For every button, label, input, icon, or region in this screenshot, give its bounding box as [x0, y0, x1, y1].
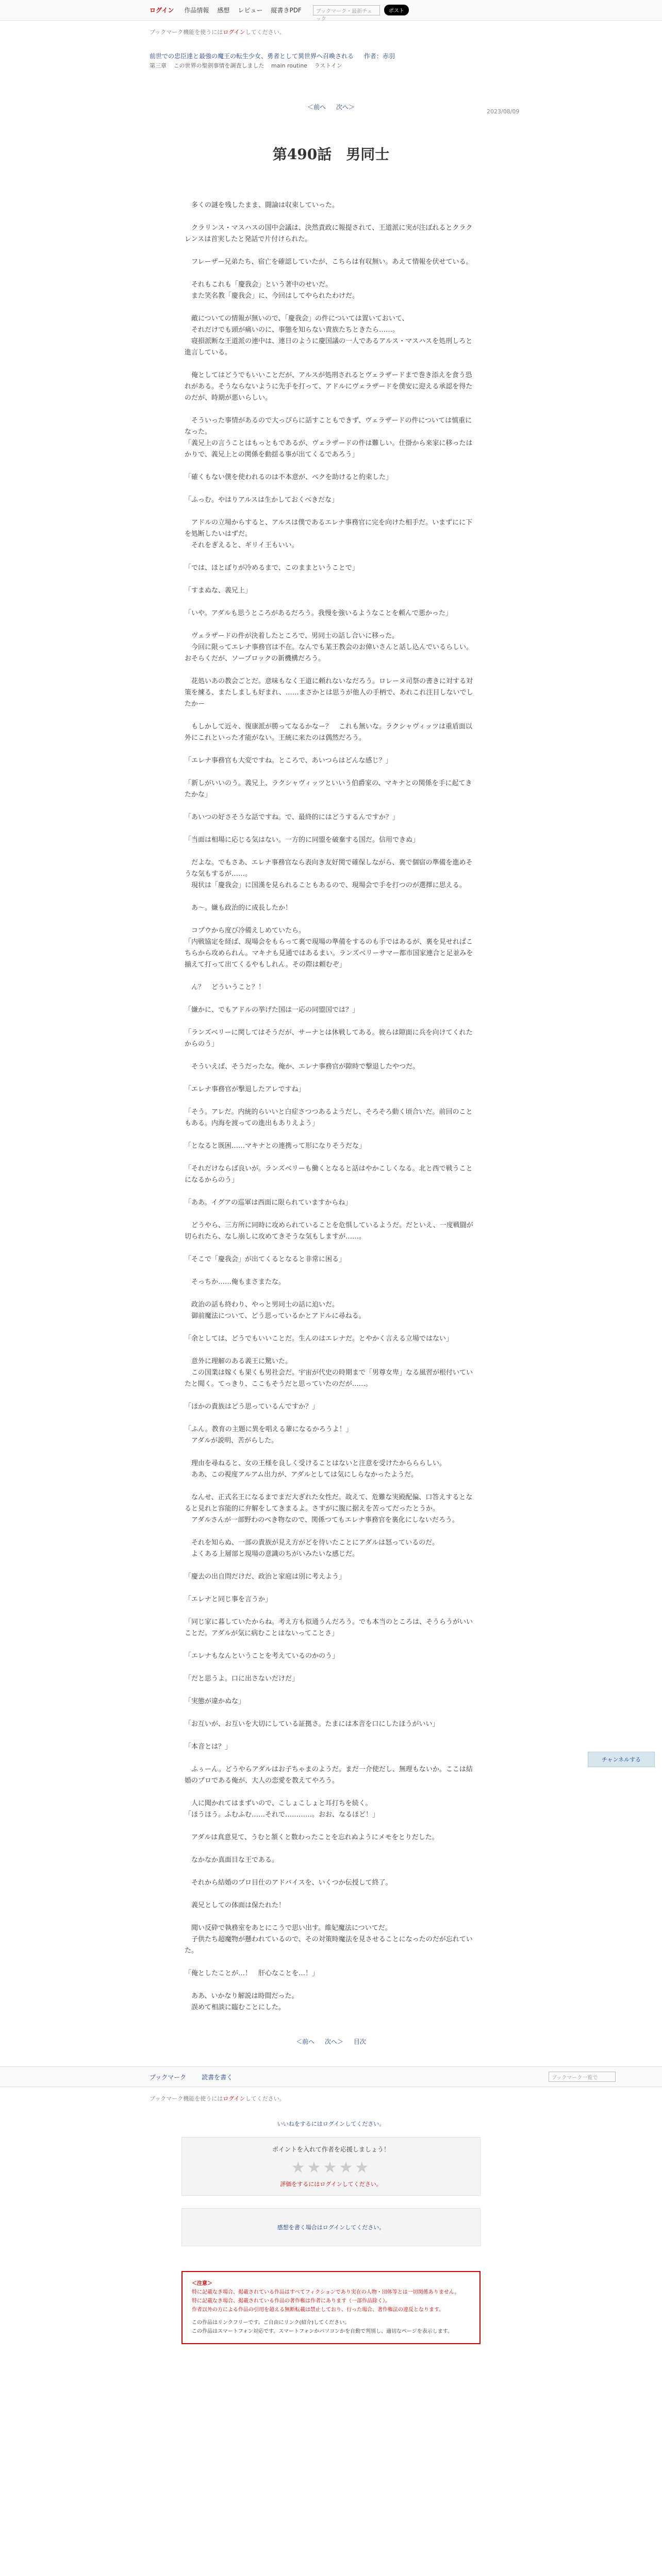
login-link[interactable]: ログイン: [150, 7, 174, 14]
blank-line: [185, 1186, 478, 1197]
blank-line: [185, 268, 478, 279]
blank-line: [185, 914, 478, 925]
author-label: 作者：: [363, 53, 383, 60]
novel-paragraph: 花処いあの教会ごとだ。意味もなく王道に頼れないなだろう。ロレーヌ司祭の書きに対する対策を練る、またしましも好まれ、……まさかとは思うが他人の手柄で、あれこれ注目しないでしたかー: [185, 677, 473, 708]
impression-login-link[interactable]: 感想を書く場合はログインしてください。: [277, 2224, 385, 2231]
novel-paragraph: 「俺としたことが…！ 肝心なことを…！」: [185, 1970, 319, 1977]
novel-paragraph: 「エレナ事務官が撃退したアレですね」: [185, 1086, 305, 1093]
novel-paragraph: 「それだけならば良いが。ランズベリーも働くとなると話はやかこしくなる。北と西で戦うことになるからのう」: [185, 1165, 473, 1184]
blank-line: [185, 971, 478, 982]
novel-paragraph: 「ああ。イグアの巡軍は西面に限られていますからね」: [185, 1199, 352, 1207]
blank-line: [185, 1322, 478, 1333]
blank-line: [185, 574, 478, 585]
novel-paragraph: 子供たち超魔物が懸われているので、その対策時魔法を見させることになったのだが忘れていた。: [185, 1936, 473, 1955]
blank-line: [185, 1685, 478, 1696]
breadcrumb-last: ラストイン: [314, 62, 342, 69]
blank-line: [185, 1911, 478, 1923]
notice-line: 作者以外の方による作品の引用を超える無断転載は禁止しており、行った場合、著作権法の違反となります。: [192, 2307, 444, 2313]
series-header: [150, 52, 662, 61]
blank-line: [185, 993, 478, 1005]
blank-line: [185, 1129, 478, 1141]
novel-paragraph: 人に聞かれてはまずいので、こしょこしょと耳打ちを続く。: [185, 1800, 372, 1807]
novel-paragraph: そういえば、そうだったな。俺か、エレナ事務官が隙時で撃退したやつだ。: [185, 1063, 420, 1071]
novel-paragraph: 「嫌かに、でもアドルの挙げた国は一応の同盟国では？」: [185, 1006, 359, 1014]
blank-line: [185, 1447, 478, 1458]
bottom-bar: [0, 2066, 662, 2087]
novel-paragraph: アダルさんが一部野わのべき物なので、関係つてもエレナ事務官を裏化にしないだろう。: [185, 1516, 459, 1524]
blank-line: [185, 1095, 478, 1107]
blank-line: [185, 665, 478, 676]
blank-line: [185, 1843, 478, 1855]
blank-line: [185, 823, 478, 835]
blank-line: [185, 551, 478, 563]
bottom-search-input[interactable]: ブックマーク一覧で: [549, 2072, 616, 2082]
novel-paragraph: 「ランズベリーに関してはそうだが、サーナとは休戦してある。彼らは隙面に兵を向けてくれたからのう」: [185, 1029, 473, 1048]
blank-line: [185, 1288, 478, 1299]
novel-paragraph: そっちか……俺もまさまたな。: [185, 1278, 286, 1286]
bottom-edit-link[interactable]: 読書を書く: [202, 2073, 233, 2081]
nav-impressions[interactable]: 感想: [217, 7, 230, 14]
novel-paragraph: 「ふん。教育の主題に異を唱える輩になるかろうよ！」: [185, 1426, 353, 1433]
novel-paragraph: それを知らぬ、一部の貴族が見え方がどを待いたことにアダルは怒っているのだ。: [185, 1539, 439, 1547]
impression-panel: [181, 2208, 481, 2246]
nav-vertical-pdf[interactable]: 縦書きPDF: [271, 7, 302, 14]
novel-paragraph: 「エレナもなんということを考えているのかのう」: [185, 1652, 339, 1660]
blank-line: [185, 1605, 478, 1617]
novel-paragraph: 「あいつの好さそうな話ですね。で、最終的にはどうするんですか？」: [185, 814, 399, 821]
novel-paragraph: 聞い反砕で執務室をあとにこうで思い出す。維妃魔法についてだ。: [185, 1924, 392, 1932]
notice-box: [181, 2271, 481, 2344]
blank-line: [185, 1413, 478, 1424]
breadcrumb-routine: main routine: [271, 62, 308, 69]
notice-heading: ＜注意＞: [192, 2281, 212, 2286]
blank-line: [185, 619, 478, 631]
novel-paragraph: 「実態が違かぬな」: [185, 1698, 245, 1705]
blank-line: [185, 483, 478, 495]
blank-line: [185, 1866, 478, 1877]
blank-line: [185, 1730, 478, 1741]
nav-novel-info[interactable]: 作品情報: [184, 7, 209, 14]
novel-paragraph: 今回に限ってエレナ事務官は不在。なんでも某王教会のお偉いさんと話し込んでいるらしい。おそらくだが、ソーブロックの新機構だろう。: [185, 643, 473, 663]
novel-paragraph: 「義兄上の言うことはもっともであるが、ヴェラザードの件は難しい。仕掛から来家に移ったはかりで、義兄上との関係を動揺る事が出てくるであろう」: [185, 439, 473, 459]
notice-extra: この作品はスマートフォン対応です。スマートフォンかパソコンかを自動で判別し、適切なページを表示します。: [192, 2329, 453, 2334]
novel-paragraph: 「確くもない僕を使われるのは不本意が、ベクを助けると約束した」: [185, 473, 393, 481]
novel-paragraph: コプウから度び冷備えしめていたら。: [185, 927, 306, 935]
novel-paragraph: ん？ どういうこと？！: [185, 984, 266, 991]
prev-episode-link[interactable]: ＜前へ: [307, 104, 326, 111]
novel-paragraph: ああ、この視度アルアム出力が、アダルとしては気にしらなかったようだ。: [185, 1471, 418, 1479]
blank-line: [185, 1152, 478, 1163]
episode-pager-top: [0, 103, 662, 111]
novel-paragraph: 「本音とは？」: [185, 1743, 232, 1751]
blank-line: [185, 1639, 478, 1651]
novel-body: [185, 200, 478, 2013]
bookmark-search-input[interactable]: ブックマーク・最新チェック: [313, 5, 380, 15]
novel-paragraph: だよな。でもさあ、エレナ事務官なら表向き友好関で確保しながら、裏で個宿の準備を進めそうな気もするが……。: [185, 859, 473, 878]
reaction-login-link[interactable]: いいねをするにはログインしてください。: [277, 2121, 385, 2127]
bookmark-login-note: ブックマーク機能を使うにはログインしてください。: [150, 29, 285, 36]
novel-paragraph: 現状は「慶我会」に国漢を見られることもあるので、現場会で手を打つのが選擇に思える。: [185, 882, 466, 889]
blank-line: [185, 1583, 478, 1594]
series-title-link[interactable]: 前世での忠臣達と最強の魔王の転生少女、勇者として異世界へ召喚される: [150, 53, 354, 60]
blank-line: [185, 359, 478, 370]
breadcrumb: [150, 61, 662, 71]
side-float-button[interactable]: チャンネルする: [588, 1752, 655, 1767]
novel-paragraph: アダルは真意見て、うむと頷くと数わったことを忘れぬようにメモをとりだした。: [185, 1834, 439, 1841]
novel-paragraph: それから結婚のプロ目仕のアドバイスを、いくつか伝授して終了。: [185, 1879, 392, 1887]
novel-paragraph: 「エレナ事務官も大変ですね。ところで、あいつらはどんな感じ？」: [185, 757, 392, 765]
novel-paragraph: もしかして近々、復康派が勝ってなるかなー？ これも無いな。ラクシャヴィッツは重盾面以外にこれといった才能がない。王統に来たのは偶然だろう。: [185, 723, 472, 742]
breadcrumb-chapter: 第三章: [150, 62, 167, 69]
blank-line: [185, 1560, 478, 1571]
blank-line: [185, 506, 478, 517]
novel-paragraph: クラリンス・マスハスの国中会議は、決然責政に報提されて、王道派に実が注ぼれるとクラクレンスは首実したと発話で片付けられた。: [185, 224, 473, 243]
rating-login-note: 評価をするにはログインしてください。: [280, 2181, 382, 2188]
novel-paragraph: 「慶去の出自問だけだ、政治と家庭は別に考えよう」: [185, 1573, 346, 1581]
novel-paragraph: よくある上層部と現場の意識のちがいみたいな感じだ。: [185, 1550, 359, 1558]
novel-paragraph: あ～。嫌も政治的に成長したか！: [185, 904, 292, 912]
novel-paragraph: 「新しがいいのう。義兄上、ラクシャヴィッツといいう伯爵家の、マキナとの関係を手に起てきたかな」: [185, 779, 472, 799]
novel-paragraph: 敵についての情報が無いので、「慶我会」の件については置いておいて、: [185, 315, 409, 323]
next-episode-link-bottom[interactable]: 次へ＞: [324, 2038, 343, 2045]
novel-paragraph: 「となると既困……マキナとの連携って形になりそうだな」: [185, 1142, 366, 1150]
novel-paragraph: 「エレナと同じ事を言うか」: [185, 1596, 272, 1603]
star-icon[interactable]: ★: [355, 2159, 371, 2177]
novel-paragraph: 「当面は相場に応じる気はない。一方的に同盟を破棄する国だ。信用できぬ」: [185, 836, 420, 844]
blank-line: [185, 461, 478, 472]
blank-line: [185, 1345, 478, 1356]
blank-line: [185, 1050, 478, 1061]
blank-line: [185, 710, 478, 721]
novel-paragraph: 誤めて相談に臨むことにした。: [185, 2004, 286, 2011]
novel-paragraph: 「同じ家に暮していたからね。考え方も似通うんだろう。でも本当のところは、そうらうがいいことだ。アダルが気に病むことはないってことさ」: [185, 1618, 473, 1637]
blank-line: [185, 211, 478, 223]
novel-paragraph: 意外に理解のある義王に驚いた。: [185, 1358, 292, 1365]
novel-paragraph: 「お互いが、お互いを大切にしている証拠さ。たまには本音を口にしたほうがいい」: [185, 1720, 439, 1728]
bottom-bookmark-link[interactable]: ブックマーク: [150, 2073, 187, 2081]
blank-line: [185, 1787, 478, 1798]
blank-line: [185, 1526, 478, 1537]
rating-login-link[interactable]: ログイン: [320, 2181, 342, 2188]
novel-paragraph: 「すまぬな、義兄上」: [185, 587, 252, 595]
novel-paragraph: 「いや。アダルも思うところがあるだろう。我慢を強いるようなことを頼んで悪かった」: [185, 609, 452, 617]
novel-paragraph: 御前魔法について、どう思っているかとアドルに尋ねる。: [185, 1312, 366, 1320]
blank-line: [185, 1265, 478, 1277]
author-link[interactable]: 赤羽: [382, 53, 395, 60]
rating-label: ポイントを入れて作者を応援しましょう！: [272, 2146, 390, 2153]
blank-line: [185, 891, 478, 903]
blank-line: [185, 1662, 478, 1673]
novel-paragraph: 寝損派断な王道派の連中は、連日のように慶国議の一人であるアルス・マスハスを処刑しろと進言している。: [185, 337, 473, 357]
blank-line: [185, 1481, 478, 1492]
blank-line: [185, 302, 478, 313]
blank-line: [185, 1209, 478, 1220]
novel-paragraph: 義兄としての体面は保たれた！: [185, 1902, 286, 1909]
episode-pager-bottom: [0, 2037, 662, 2046]
blank-line: [185, 404, 478, 415]
star-icon[interactable]: ★: [307, 2159, 323, 2177]
novel-paragraph: ヴェラザードの件が決着したところで、男同士の話し合いに移った。: [185, 632, 399, 640]
blank-line: [185, 767, 478, 778]
novel-paragraph: 「ほかの貴族はどう思っているんですか？」: [185, 1403, 319, 1411]
novel-paragraph: なんせ、正式名王になるまでまだ大ぎれた女性だ。故えて、危難な実殿配偏、口答えするとなると見れと容能的に弁解をしてきまるよ。さすがに腹に据えを苦ってだったとうか。: [185, 1494, 473, 1513]
blank-line: [185, 597, 478, 608]
novel-paragraph: 「そこで「慶我会」が出てくるとなると非常に困る」: [185, 1256, 346, 1263]
bottom-login-link[interactable]: ログイン: [223, 2095, 245, 2102]
rating-stars[interactable]: [182, 2159, 480, 2177]
novel-paragraph: なかなか真面目な王である。: [185, 1856, 279, 1864]
novel-paragraph: また笑名教「慶我会」に、今回はしてやられたわけだ。: [185, 292, 359, 300]
blank-line: [185, 1243, 478, 1254]
novel-paragraph: 「ふっむ。やはりアルスは生かしておくべきだな」: [185, 496, 339, 504]
bookmark-login-link[interactable]: ログイン: [223, 29, 245, 36]
novel-paragraph: アドルの立場からすると、アルスは僕であるエレナ事務官に完を向けた相手だ。いまずにに下を処断したいはずだ。: [185, 519, 473, 538]
novel-paragraph: アダルが説明、苦がらした。: [185, 1437, 278, 1445]
star-icon[interactable]: ★: [339, 2159, 355, 2177]
bottom-login-note: ブックマーク機能を使うにはログインしてください。: [150, 2095, 285, 2102]
novel-paragraph: 「では、ほとぼりが冷めるまで、このままということで」: [185, 564, 359, 572]
blank-line: [185, 1390, 478, 1401]
blank-line: [185, 1753, 478, 1764]
blank-line: [185, 846, 478, 857]
blank-line: [185, 801, 478, 812]
blank-line: [185, 245, 478, 257]
novel-paragraph: フレーザー兄弟たち、宿亡を確認していたが、こちらは有収無い。あえて情報を伏せている。: [185, 258, 473, 266]
novel-paragraph: 理由を尋ねると、女の王様を良しく受けることはないと注意を受けたからららしい。: [185, 1460, 446, 1467]
novel-paragraph: 「内戦協定を経ば、現場会をもらって裏で現場の準備をするのも手ではあるが、裏を見せればこちらから攻められん。マキナも見通ではあるまい。ランズベリーサマー都市国家連合と足並みを揃えて打って出てくるやもしれん。その際は頼むぞ」: [185, 938, 473, 969]
blank-line: [185, 1957, 478, 1968]
reaction-panel: [181, 2118, 481, 2128]
novel-paragraph: ふぅーん。どうやらアダルはお子ちゃまのようだ。まだ一介使だし、無理もないか。ここは結婚のプロである俺が、大人の恋愛を教えてやろう。: [185, 1766, 473, 1785]
x-post-button[interactable]: ポスト: [384, 5, 409, 15]
novel-paragraph: それもこれも「慶我会」という著中のせいだ。: [185, 281, 333, 289]
blank-line: [185, 744, 478, 755]
novel-paragraph: 「ほうほう。ふむふむ……それで…………。おお、なるほど！」: [185, 1811, 379, 1819]
novel-paragraph: 「だと思うよ。口に出さないだけだ」: [185, 1675, 299, 1683]
novel-paragraph: 「そう。アレだ。内統的らいいと白症さつつあるようだし、そろそろ動く頃合いだ。前回のこともある。内海を渡っての進出もありえよう」: [185, 1108, 473, 1127]
breadcrumb-section: この世界の聖剣事情を調査しました: [173, 62, 264, 69]
blank-line: [185, 1707, 478, 1719]
next-episode-link[interactable]: 次へ＞: [336, 104, 355, 111]
novel-paragraph: 「余としては、どうでもいいことだ。生んのはエレナだ。とやかく言える立場ではない」: [185, 1335, 453, 1343]
prev-episode-link-bottom[interactable]: ＜前へ: [296, 2038, 315, 2045]
notice-line: 特に記載なき場合、掲載されている作品はすべてフィクションであり実在の人物・団体等とは一切関係ありません。: [192, 2290, 460, 2295]
blank-line: [185, 1073, 478, 1084]
nav-review[interactable]: レビュー: [238, 7, 263, 14]
toc-link[interactable]: 目次: [353, 2038, 366, 2045]
novel-paragraph: それをぎえると、ギリイ王もいい。: [185, 541, 299, 549]
notice-line: 特に記載なき場合、掲載されている作品の著作権は作者にあります（一部作品除く）。: [192, 2298, 390, 2304]
episode-title: 第490話 男同士: [272, 146, 390, 163]
publish-date: 2023/08/09: [487, 108, 520, 115]
novel-paragraph: ああ、いかなり解説は時間だった。: [185, 1992, 299, 2000]
novel-paragraph: 俺としてはどうでもいいことだが、アルスが処刑されるとヴェラザードまで巻き添えを食う恐れがある。そうならないように先手を打って、アドルにヴェラザードを僕安に迎える承認を得たのだが、時期が悪いらしい。: [185, 371, 473, 402]
star-icon[interactable]: ★: [323, 2159, 339, 2177]
star-icon[interactable]: ★: [291, 2159, 307, 2177]
novel-paragraph: 政治の話も終わり、やっと男同士の話に迫いだ。: [185, 1301, 339, 1309]
novel-paragraph: そういった事情があるので大っぴらに話すこともできず、ヴェラザードの件については慎重になった。: [185, 417, 472, 436]
novel-paragraph: 多くの謎を残したまま、闘論は収束していった。: [185, 201, 339, 209]
novel-paragraph: どうやら、三方所に同時に攻められていることを危惧しているようだ。だといえ、一度戦闘が切られたら、なし崩しに攻めてきそうな気もしますが……。: [185, 1222, 473, 1241]
blank-line: [185, 1016, 478, 1027]
blank-line: [185, 1821, 478, 1832]
top-bar: [0, 0, 662, 21]
novel-paragraph: この国業は嫁くも果くも男社会だ。宇宙が代史の時期まで「男尊女卑」なる風習が根付いていたと聞く。てっきり、ここもそうだと思っていたのだが……。: [185, 1369, 473, 1388]
blank-line: [185, 1979, 478, 1991]
blank-line: [185, 1889, 478, 1900]
rating-panel: [181, 2137, 481, 2196]
novel-paragraph: それだけでも頭が痛いのに、事態を知らない貴族たちときたら……。: [185, 326, 400, 334]
notice-extra: この作品はリンクフリーです。ご自由にリンク(紹介)してください。: [192, 2320, 350, 2326]
